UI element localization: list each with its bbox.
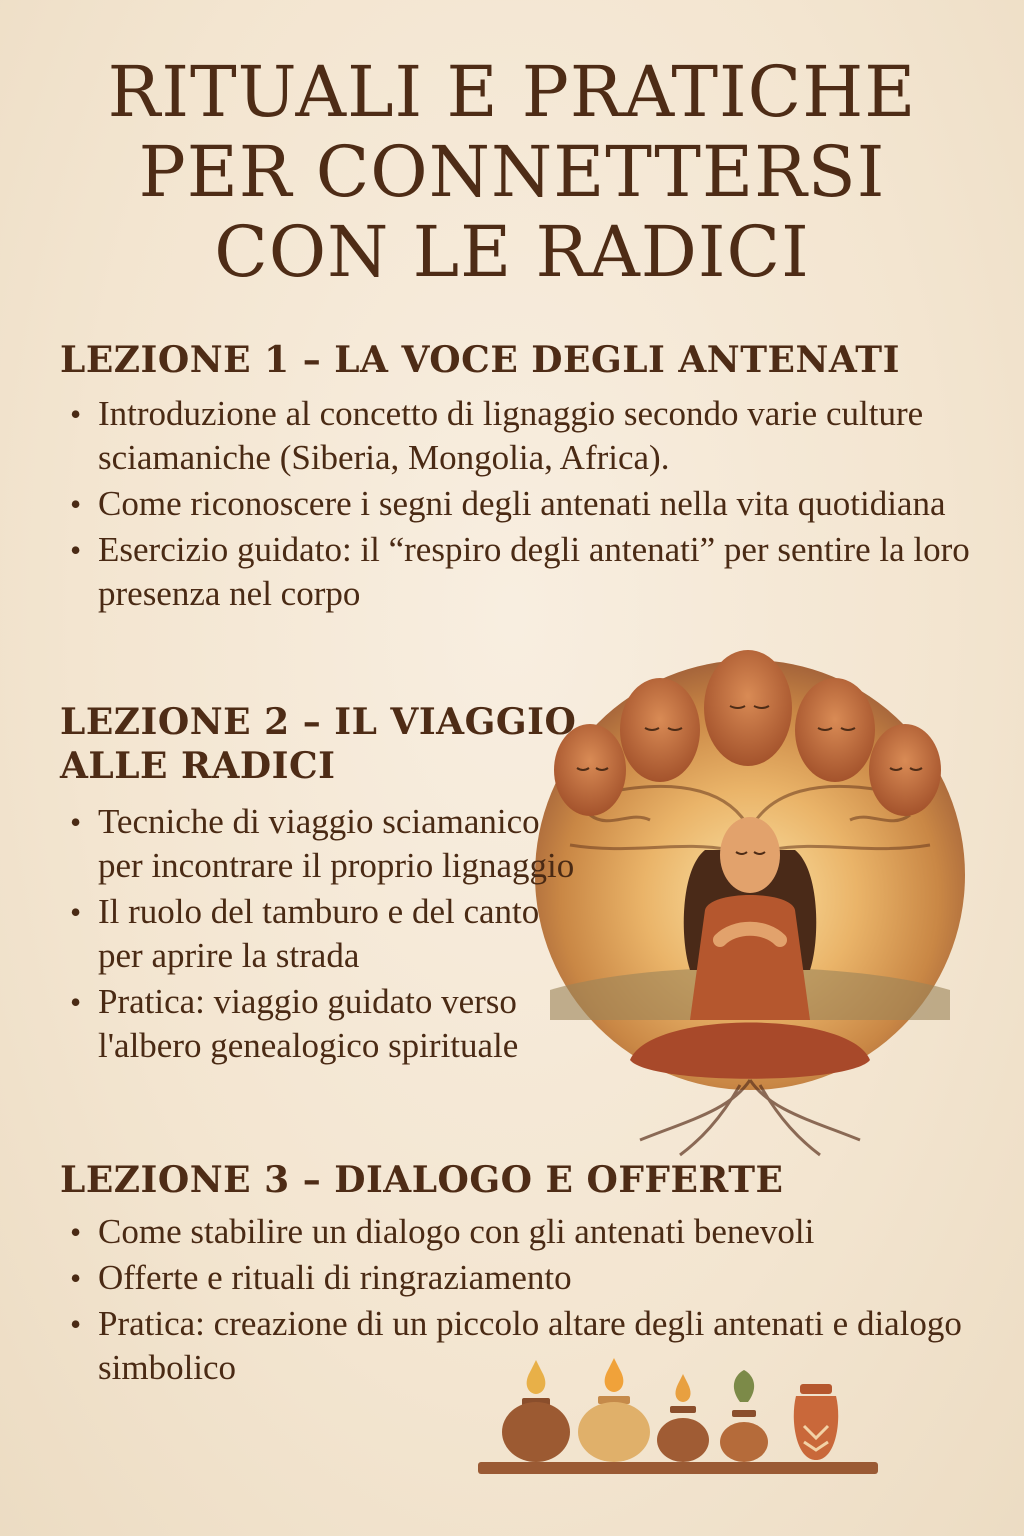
ancestors-meditation-illustration — [530, 640, 970, 1160]
lesson-3-title: LEZIONE 3 – DIALOGO E OFFERTE — [60, 1159, 784, 1201]
pot-5 — [794, 1384, 838, 1460]
list-item: • Come stabilire un dialogo con gli antenati benevoli — [68, 1210, 968, 1254]
pot-1 — [502, 1360, 570, 1462]
lesson-1-list — [68, 392, 988, 618]
list-item: • Introduzione al concetto di lignaggio secondo varie culture sciamaniche (Siberia, Mongolia, Africa). — [68, 392, 988, 480]
lesson-2-list — [68, 800, 588, 1070]
title-line-3: CON LE RADICI — [214, 211, 810, 293]
offering-pots-illustration — [478, 1350, 878, 1480]
lesson-1-title: LEZIONE 1 – LA VOCE DEGLI ANTENATI — [60, 339, 900, 381]
pot-3 — [657, 1374, 709, 1462]
lesson-2-title-line-2: ALLE RADICI — [60, 745, 336, 787]
title-line-2: PER CONNETTERSI — [138, 131, 886, 213]
list-item: • Pratica: creazione di un piccolo altare degli antenati e dialogo simbolico — [68, 1302, 968, 1390]
lesson-2-title-line-1: LEZIONE 2 – IL VIAGGIO — [60, 701, 577, 743]
pot-4 — [720, 1370, 768, 1462]
list-item: • Come riconoscere i segni degli antenati nella vita quotidiana — [68, 482, 988, 526]
list-item: • Esercizio guidato: il “respiro degli antenati” per sentire la loro presenza nel corpo — [68, 528, 988, 616]
list-item: • Offerte e rituali di ringraziamento — [68, 1256, 968, 1300]
lesson-2-title — [60, 700, 576, 788]
list-item: • Tecniche di viaggio sciamanico per incontrare il proprio lignaggio — [68, 800, 588, 888]
roots — [640, 1080, 860, 1155]
list-item: • Il ruolo del tamburo e del canto per aprire la strada — [68, 890, 588, 978]
page-title — [0, 52, 1024, 292]
pot-2 — [578, 1358, 650, 1462]
list-item: • Pratica: viaggio guidato verso l'albero genealogico spirituale — [68, 980, 588, 1068]
title-line-1: RITUALI E PRATICHE — [107, 51, 917, 133]
